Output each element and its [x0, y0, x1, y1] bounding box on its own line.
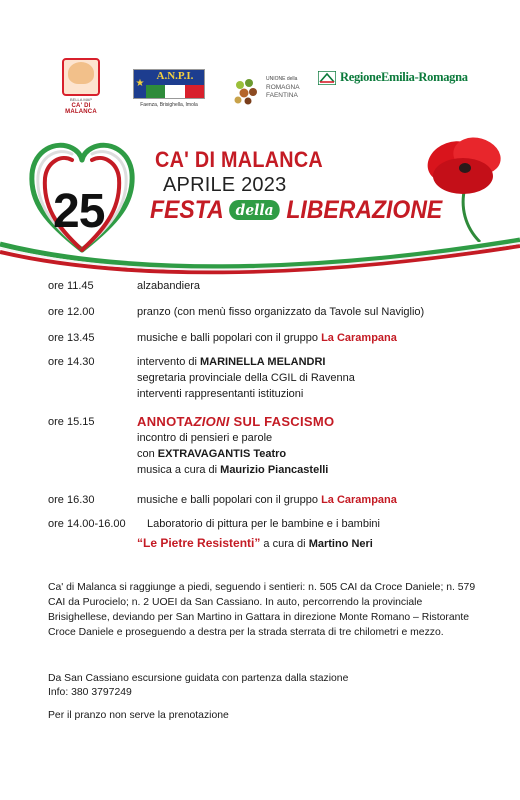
schedule-text: a cura di: [260, 538, 309, 550]
directions-text: Ca' di Malanca si raggiunge a piedi, seguendo i sentieri: n. 505 CAI da Croce Daniele; n. 579 CAI da Purocielo; n. 2 UOEI da San Cassiano. In auto, percorrendo la provinciale Brisighellese, deviando per San Martino in Gattara in direzione Monte Romano – Ristorante Croce Daniele e proseguendo a destra per la strada sterrata di tre chilometri e mezzo.: [48, 582, 476, 638]
schedule-text: Laboratorio di pittura per le bambine e i bambini: [147, 518, 380, 530]
regione-logo-name: RegioneEmilia-Romagna: [340, 70, 468, 84]
star-icon: ★: [134, 70, 146, 98]
speaker-name: MARINELLA MELANDRI: [199, 356, 326, 368]
cadimalanca-logo: [56, 58, 106, 115]
anniversary-number: 25: [53, 185, 105, 238]
annotazioni-title: ANNOTAZIONI SUL FASCISMO: [137, 414, 335, 429]
regione-emblem-icon: [318, 71, 336, 85]
band-name: La Carampana: [321, 332, 397, 344]
schedule-text: alzabandiera: [137, 280, 200, 292]
schedule-time: ore 14.30: [48, 356, 95, 368]
anpi-logo-subtitle: Faenza, Brisighella, Imola: [140, 102, 198, 108]
schedule-time: ore 11.45: [48, 280, 94, 292]
schedule-text: incontro di pensieri e parole: [137, 432, 273, 444]
speaker-role: segretaria provinciale della CGIL di Ravenna: [137, 372, 355, 384]
schedule-text: pranzo (con menù fisso organizzato da Tavole sul Naviglio): [137, 306, 425, 318]
unione-logo-line3: FAENTINA: [266, 92, 298, 99]
event-title-liberazione: LIBERAZIONE: [286, 196, 443, 224]
anpi-logo-name: A.N.P.I.: [146, 70, 204, 85]
schedule-time: ore 13.45: [48, 332, 95, 344]
event-place: CA' DI MALANCA: [155, 147, 323, 172]
schedule-time: ore 16.30: [48, 494, 95, 506]
band-name: La Carampana: [321, 494, 397, 506]
event-title: [150, 196, 442, 225]
portrait-icon: [62, 58, 100, 96]
theatre-name: EXTRAVAGANTIS Teatro: [157, 448, 287, 460]
unione-logo-line2: ROMAGNA: [266, 83, 300, 91]
dots-icon: [232, 76, 262, 106]
workshop-title: “Le Pietre Resistenti”: [137, 536, 261, 550]
event-header: [0, 132, 520, 277]
logo-bar: [0, 52, 520, 114]
event-title-festa: FESTA: [150, 196, 223, 224]
poppy-icon: [405, 132, 515, 242]
tricolor-wave-divider: [0, 232, 520, 282]
workshop-author: Martino Neri: [308, 538, 373, 550]
schedule-text: musica a cura di: [137, 464, 221, 476]
anpi-logo: [133, 69, 205, 108]
schedule-text: interventi rappresentanti istituzioni: [137, 388, 304, 400]
event-date: APRILE 2023: [163, 174, 287, 196]
unione-logo-line1: UNIONE della: [266, 76, 298, 82]
schedule-time: ore 12.00: [48, 306, 95, 318]
schedule-time: ore 14.00-16.00: [48, 518, 126, 530]
schedule-text: con: [137, 448, 158, 460]
cadimalanca-logo-line2: CA' DI MALANCA: [65, 103, 97, 115]
schedule-text: musiche e balli popolari con il gruppo: [137, 332, 322, 344]
schedule-text: intervento di: [137, 356, 200, 368]
unione-romagna-faentina-logo: [232, 74, 322, 106]
info-phone: Info: 380 3797249: [48, 687, 132, 698]
excursion-text: Da San Cassiano escursione guidata con partenza dalla stazione: [48, 673, 349, 684]
tricolor-stripe: [146, 85, 204, 98]
cadimalanca-logo-line1: BELLA MAP: [69, 97, 92, 102]
schedule-text: musiche e balli popolari con il gruppo: [137, 494, 322, 506]
event-title-della: della: [229, 200, 280, 220]
lunch-note: Per il pranzo non serve la prenotazione: [48, 710, 229, 721]
regione-emilia-romagna-logo: [318, 70, 468, 86]
schedule-time: ore 15.15: [48, 416, 95, 428]
musician-name: Maurizio Piancastelli: [220, 464, 329, 476]
